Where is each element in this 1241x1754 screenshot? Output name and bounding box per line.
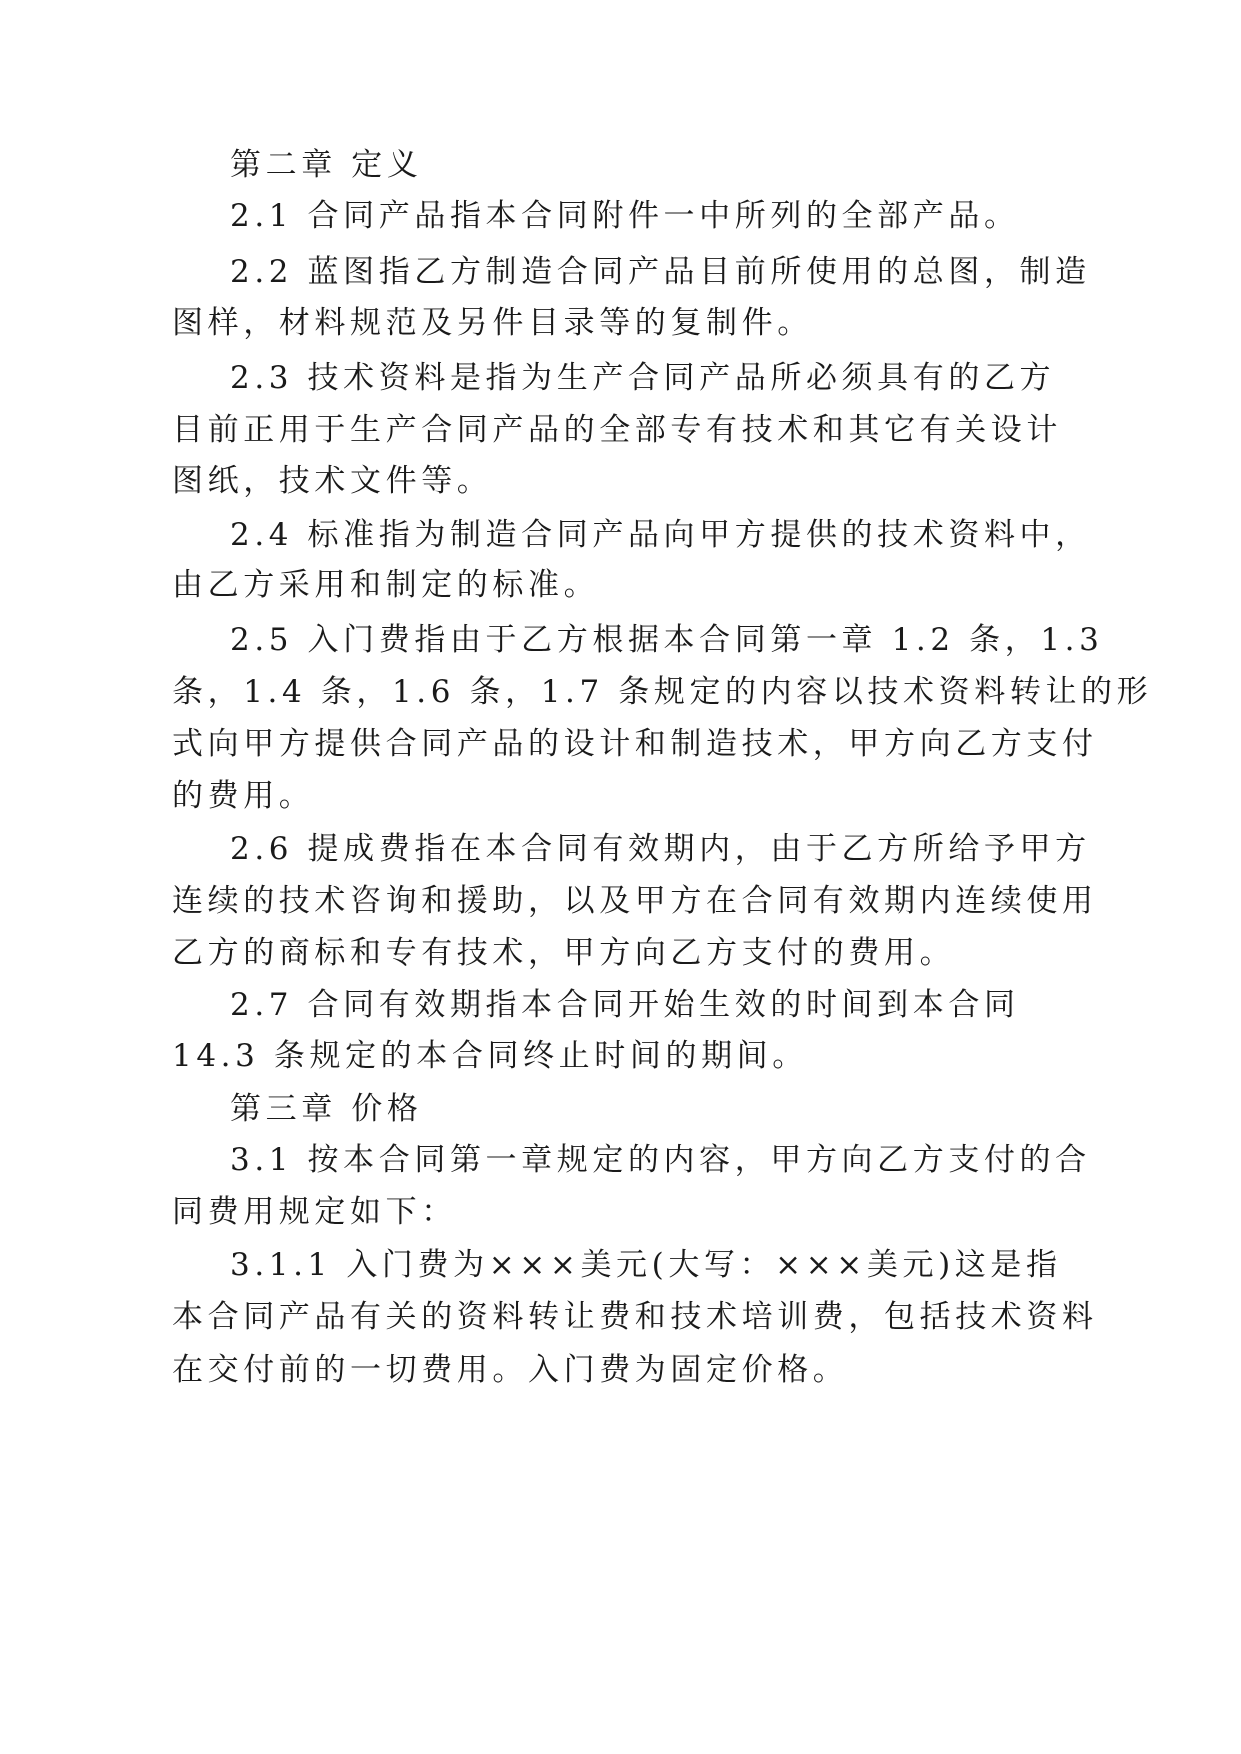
clause-2-6-line-3: 乙方的商标和专有技术，甲方向乙方支付的费用。 [172,935,956,971]
clause-2-5-line-2: 条，1.4 条，1.6 条，1.7 条规定的内容以技术资料转让的形 [172,674,1153,710]
clause-2-4-line-2: 由乙方采用和制定的标准。 [172,567,600,603]
clause-2-2-line-2: 图样，材料规范及另件目录等的复制件。 [172,305,813,341]
clause-2-5-line-3: 式向甲方提供合同产品的设计和制造技术，甲方向乙方支付 [172,726,1098,762]
clause-2-7-line-2: 14.3 条规定的本合同终止时间的期间。 [172,1038,808,1074]
clause-2-6-line-2: 连续的技术咨询和援助，以及甲方在合同有效期内连续使用 [172,883,1098,919]
clause-3-1-1-line-3: 在交付前的一切费用。入门费为固定价格。 [172,1352,849,1388]
clause-2-3-line-1: 2.3 技术资料是指为生产合同产品所必须具有的乙方 [230,360,1056,396]
clause-3-1-line-1: 3.1 按本合同第一章规定的内容，甲方向乙方支付的合 [230,1142,1091,1178]
clause-3-1-1-line-1: 3.1.1 入门费为×××美元(大写：×××美元)这是指 [230,1247,1062,1283]
clause-3-1-1-line-2: 本合同产品有关的资料转让费和技术培训费，包括技术资料 [172,1299,1098,1335]
clause-2-5-line-1: 2.5 入门费指由于乙方根据本合同第一章 1.2 条，1.3 [230,622,1104,658]
clause-2-4-line-1: 2.4 标准指为制造合同产品向甲方提供的技术资料中， [230,517,1091,553]
clause-3-1-line-2: 同费用规定如下： [172,1194,457,1230]
clause-2-7-line-1: 2.7 合同有效期指本合同开始生效的时间到本合同 [230,987,1020,1023]
clause-2-2-line-1: 2.2 蓝图指乙方制造合同产品目前所使用的总图，制造 [230,254,1091,290]
clause-2-5-line-4: 的费用。 [172,778,315,814]
clause-2-3-line-3: 图纸，技术文件等。 [172,463,493,499]
clause-2-1: 2.1 合同产品指本合同附件一中所列的全部产品。 [230,198,1020,234]
chapter-2-heading: 第二章 定义 [230,147,423,183]
clause-2-6-line-1: 2.6 提成费指在本合同有效期内，由于乙方所给予甲方 [230,831,1091,867]
clause-2-3-line-2: 目前正用于生产合同产品的全部专有技术和其它有关设计 [172,412,1062,448]
chapter-3-heading: 第三章 价格 [230,1091,423,1127]
